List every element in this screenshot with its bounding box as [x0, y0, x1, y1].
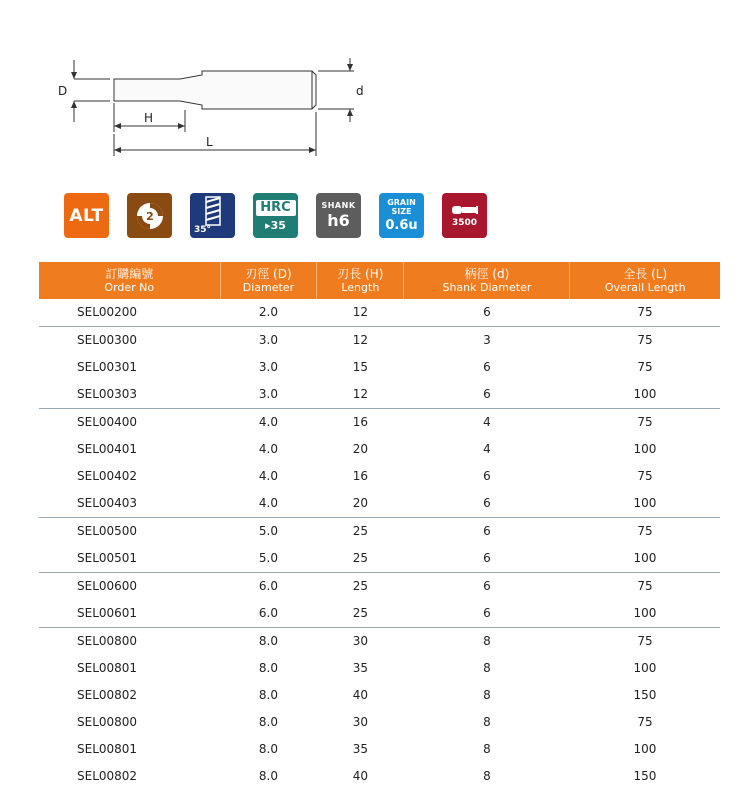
label-h-length: H	[144, 111, 154, 125]
table-cell: 6	[404, 545, 570, 572]
table-row	[39, 490, 720, 517]
flute-count-badge	[127, 193, 172, 238]
table-cell: 3	[483, 333, 491, 348]
table-cell: 6	[483, 469, 491, 484]
label-shank-d: d	[356, 84, 364, 98]
grain-size-badge	[379, 193, 424, 238]
hrc-value: ▸35	[265, 219, 286, 232]
table-cell: 150	[633, 688, 657, 703]
table-row	[39, 545, 720, 572]
table-cell: 75	[637, 333, 653, 348]
table-cell: 6	[404, 381, 570, 408]
col-shank-diameter: 柄徑 (d) Shank Diameter	[404, 262, 570, 299]
helix-icon	[203, 196, 223, 226]
table-cell: 75	[637, 469, 653, 484]
table-cell: 6.0	[258, 579, 278, 594]
table-cell: 35	[352, 741, 368, 756]
table-cell: 150	[633, 768, 657, 783]
table-cell: 75	[637, 579, 653, 594]
table-cell: 6	[483, 360, 491, 375]
table-cell: 3.0	[220, 381, 317, 408]
table-cell: 15	[352, 360, 368, 375]
table-cell: 4	[483, 442, 491, 457]
table-cell: SEL00301	[77, 360, 138, 375]
table-cell: SEL00403	[39, 490, 220, 517]
table-row	[39, 627, 720, 654]
col-length: 刃長 (H) Length	[317, 262, 404, 299]
table-cell: 30	[352, 634, 368, 649]
table-row	[39, 655, 720, 682]
table-cell: 8.0	[258, 741, 278, 756]
table-cell: 6	[404, 299, 570, 326]
table-cell: 75	[637, 715, 653, 730]
shank-tolerance-badge	[316, 193, 361, 238]
label-l-overall: L	[206, 135, 213, 149]
end-mill-drawing	[50, 50, 380, 165]
flute-icon	[133, 199, 167, 233]
table-cell: 6	[483, 579, 491, 594]
table-cell: 20	[352, 442, 368, 457]
table-cell: 35	[352, 661, 368, 676]
table-cell: 8	[483, 741, 491, 756]
table-cell: 16	[352, 415, 368, 430]
table-cell: 4.0	[258, 415, 278, 430]
table-row	[39, 517, 720, 544]
label-d-diameter: D	[58, 84, 68, 98]
table-cell: SEL00500	[77, 524, 138, 539]
table-cell: 6	[404, 490, 570, 517]
table-cell: SEL00401	[77, 442, 138, 457]
table-row	[39, 572, 720, 599]
table-row	[39, 736, 720, 763]
table-cell: 6	[404, 600, 570, 627]
table-cell: 100	[570, 600, 720, 627]
rpm-badge	[442, 193, 487, 238]
table-cell: 75	[570, 299, 720, 326]
table-row	[39, 600, 720, 627]
helix-angle-value: 35°	[194, 225, 212, 235]
table-cell: SEL00801	[77, 741, 138, 756]
table-cell: 2.0	[220, 299, 317, 326]
table-cell: 3.0	[258, 360, 278, 375]
table-cell: SEL00303	[39, 381, 220, 408]
dimension-diagram	[50, 50, 380, 165]
table-cell: 8	[483, 634, 491, 649]
table-row	[39, 354, 720, 381]
product-spec-table	[39, 262, 720, 789]
hrc-badge	[253, 193, 298, 238]
table-row	[39, 381, 720, 408]
table-cell: 4.0	[258, 442, 278, 457]
table-cell: SEL00800	[77, 634, 138, 649]
table-cell: 8.0	[258, 688, 278, 703]
table-cell: 75	[637, 360, 653, 375]
table-row	[39, 408, 720, 435]
table-cell: 100	[570, 381, 720, 408]
table-cell: 20	[317, 490, 404, 517]
coating-badge	[64, 193, 109, 238]
table-cell: 75	[637, 524, 653, 539]
table-cell: SEL00200	[39, 299, 220, 326]
table-cell: 25	[317, 545, 404, 572]
cutter-icon	[451, 204, 479, 216]
table-cell: 12	[317, 381, 404, 408]
table-cell: 5.0	[220, 545, 317, 572]
table-header-row	[39, 262, 720, 299]
table-cell: SEL00801	[77, 661, 138, 676]
table-cell: SEL00802	[77, 688, 138, 703]
table-cell: 6	[483, 524, 491, 539]
rpm-value: 3500	[451, 217, 478, 228]
table-row	[39, 299, 720, 326]
table-cell: 8	[483, 768, 491, 783]
table-cell: 100	[570, 490, 720, 517]
table-cell: 100	[570, 545, 720, 572]
spec-badges	[64, 193, 487, 238]
table-cell: 40	[352, 688, 368, 703]
table-cell: SEL00802	[77, 768, 138, 783]
table-cell: 16	[352, 469, 368, 484]
table-cell: 30	[352, 715, 368, 730]
table-cell: SEL00501	[39, 545, 220, 572]
table-cell: SEL00402	[77, 469, 138, 484]
flute-count: 2	[145, 209, 154, 223]
table-cell: 8.0	[258, 768, 278, 783]
table-row	[39, 326, 720, 353]
hrc-label: HRC	[256, 200, 296, 216]
table-cell: 75	[637, 415, 653, 430]
table-cell: 100	[633, 661, 657, 676]
table-cell: 12	[352, 333, 368, 348]
shank-value: h6	[327, 211, 350, 230]
table-cell: 4.0	[220, 490, 317, 517]
col-order-no: 訂購編號 Order No	[39, 262, 220, 299]
table-cell: 8	[483, 715, 491, 730]
table-cell: 25	[317, 600, 404, 627]
table-cell: 6.0	[220, 600, 317, 627]
helix-angle-badge	[190, 193, 235, 238]
table-cell: SEL00800	[77, 715, 138, 730]
table-row	[39, 436, 720, 463]
table-cell: 4	[483, 415, 491, 430]
table-cell: SEL00400	[77, 415, 138, 430]
table-cell: 8.0	[258, 715, 278, 730]
table-cell: 100	[633, 741, 657, 756]
table-cell: SEL00600	[77, 579, 138, 594]
grain-label-2: SIZE	[391, 207, 412, 216]
table-cell: 8	[483, 688, 491, 703]
table-cell: 5.0	[258, 524, 278, 539]
table-row	[39, 709, 720, 736]
coating-label: ALT	[69, 205, 104, 226]
table-cell: 4.0	[258, 469, 278, 484]
table-body	[39, 299, 720, 789]
table-row	[39, 463, 720, 490]
table-cell: 25	[352, 524, 368, 539]
table-cell: 100	[633, 442, 657, 457]
table-cell: SEL00601	[39, 600, 220, 627]
table-cell: 8	[483, 661, 491, 676]
table-cell: 8.0	[258, 661, 278, 676]
table-cell: 3.0	[258, 333, 278, 348]
table-cell: 40	[352, 768, 368, 783]
table-row	[39, 762, 720, 789]
table-cell: 75	[637, 634, 653, 649]
shank-label: SHANK	[321, 201, 356, 210]
col-overall-length: 全長 (L) Overall Length	[570, 262, 720, 299]
grain-label-1: GRAIN	[387, 198, 416, 207]
col-diameter: 刃徑 (D) Diameter	[220, 262, 317, 299]
table-cell: 12	[317, 299, 404, 326]
table-cell: SEL00300	[77, 333, 138, 348]
table-cell: 25	[352, 579, 368, 594]
table-cell: 8.0	[258, 634, 278, 649]
grain-value: 0.6u	[385, 218, 418, 233]
table-row	[39, 682, 720, 709]
